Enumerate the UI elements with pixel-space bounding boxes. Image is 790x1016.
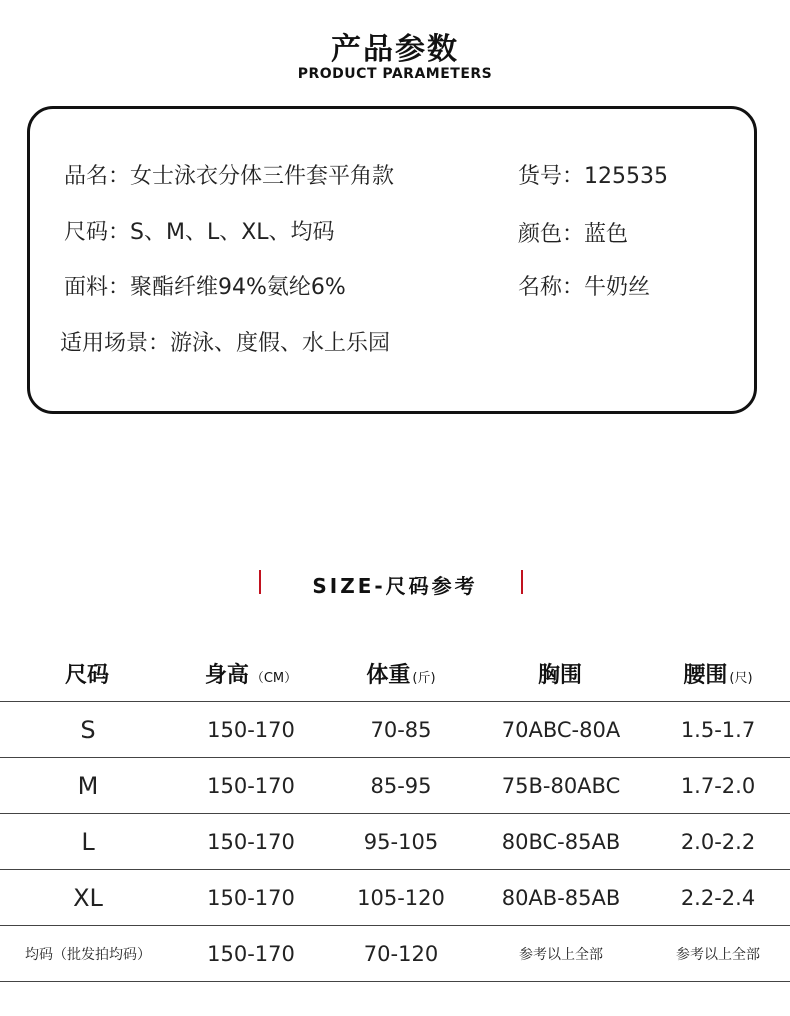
param-item-no-value: 125535	[584, 164, 668, 189]
cell-size: M	[0, 758, 176, 814]
param-scene	[60, 326, 390, 357]
header-waist: 腰围 (尺)	[646, 645, 790, 702]
cell-height: 150-170	[176, 870, 326, 926]
param-item-no	[518, 159, 668, 190]
param-fabric	[64, 270, 346, 301]
header-bust: 胸围	[476, 645, 646, 702]
header-height: 身高 （CM）	[176, 645, 326, 702]
cell-height: 150-170	[176, 758, 326, 814]
param-color-value: 蓝色	[584, 222, 629, 247]
cell-size: L	[0, 814, 176, 870]
param-color	[518, 217, 628, 248]
cell-size: 均码（批发拍均码）	[0, 926, 176, 982]
size-table	[0, 645, 790, 982]
table-row	[0, 758, 790, 814]
header-weight: 体重 (斤)	[326, 645, 476, 702]
table-row	[0, 814, 790, 870]
param-size-label: 尺码：	[64, 220, 131, 245]
table-row	[0, 702, 790, 758]
cell-size: S	[0, 702, 176, 758]
param-item-no-label: 货号：	[518, 164, 585, 189]
page-subtitle: PRODUCT PARAMETERS	[297, 66, 493, 82]
param-material-name-label: 名称：	[518, 275, 585, 300]
cell-weight: 85-95	[326, 758, 476, 814]
table-row	[0, 926, 790, 982]
cell-bust: 80AB-85AB	[476, 870, 646, 926]
cell-bust: 参考以上全部	[476, 926, 646, 982]
product-parameters-box	[27, 106, 757, 414]
size-section-heading	[0, 570, 790, 600]
cell-waist: 2.0-2.2	[646, 814, 790, 870]
right-accent-bar	[521, 570, 523, 594]
cell-weight: 70-85	[326, 702, 476, 758]
header-size: 尺码	[0, 645, 176, 702]
cell-waist: 参考以上全部	[646, 926, 790, 982]
cell-weight: 95-105	[326, 814, 476, 870]
size-table-header-row	[0, 645, 790, 702]
table-row	[0, 870, 790, 926]
page-title: 产品参数	[331, 32, 459, 67]
cell-weight: 105-120	[326, 870, 476, 926]
param-size	[64, 215, 335, 246]
size-section-title: SIZE-尺码参考	[312, 574, 478, 598]
param-name-label: 品名：	[64, 164, 131, 189]
cell-bust: 75B-80ABC	[476, 758, 646, 814]
cell-bust: 70ABC-80A	[476, 702, 646, 758]
param-size-value: S、M、L、XL、均码	[130, 220, 335, 245]
cell-height: 150-170	[176, 702, 326, 758]
param-scene-value: 游泳、度假、水上乐园	[170, 331, 391, 356]
cell-height: 150-170	[176, 814, 326, 870]
cell-waist: 1.5-1.7	[646, 702, 790, 758]
param-material-name-value: 牛奶丝	[584, 275, 651, 300]
cell-waist: 1.7-2.0	[646, 758, 790, 814]
cell-bust: 80BC-85AB	[476, 814, 646, 870]
param-fabric-value: 聚酯纤维94%氨纶6%	[130, 275, 346, 300]
param-name	[64, 159, 394, 190]
param-color-label: 颜色：	[518, 222, 585, 247]
param-fabric-label: 面料：	[64, 275, 131, 300]
param-material-name	[518, 270, 650, 301]
cell-size: XL	[0, 870, 176, 926]
cell-height: 150-170	[176, 926, 326, 982]
cell-waist: 2.2-2.4	[646, 870, 790, 926]
param-scene-label: 适用场景：	[60, 331, 171, 356]
cell-weight: 70-120	[326, 926, 476, 982]
param-name-value: 女士泳衣分体三件套平角款	[130, 164, 395, 189]
